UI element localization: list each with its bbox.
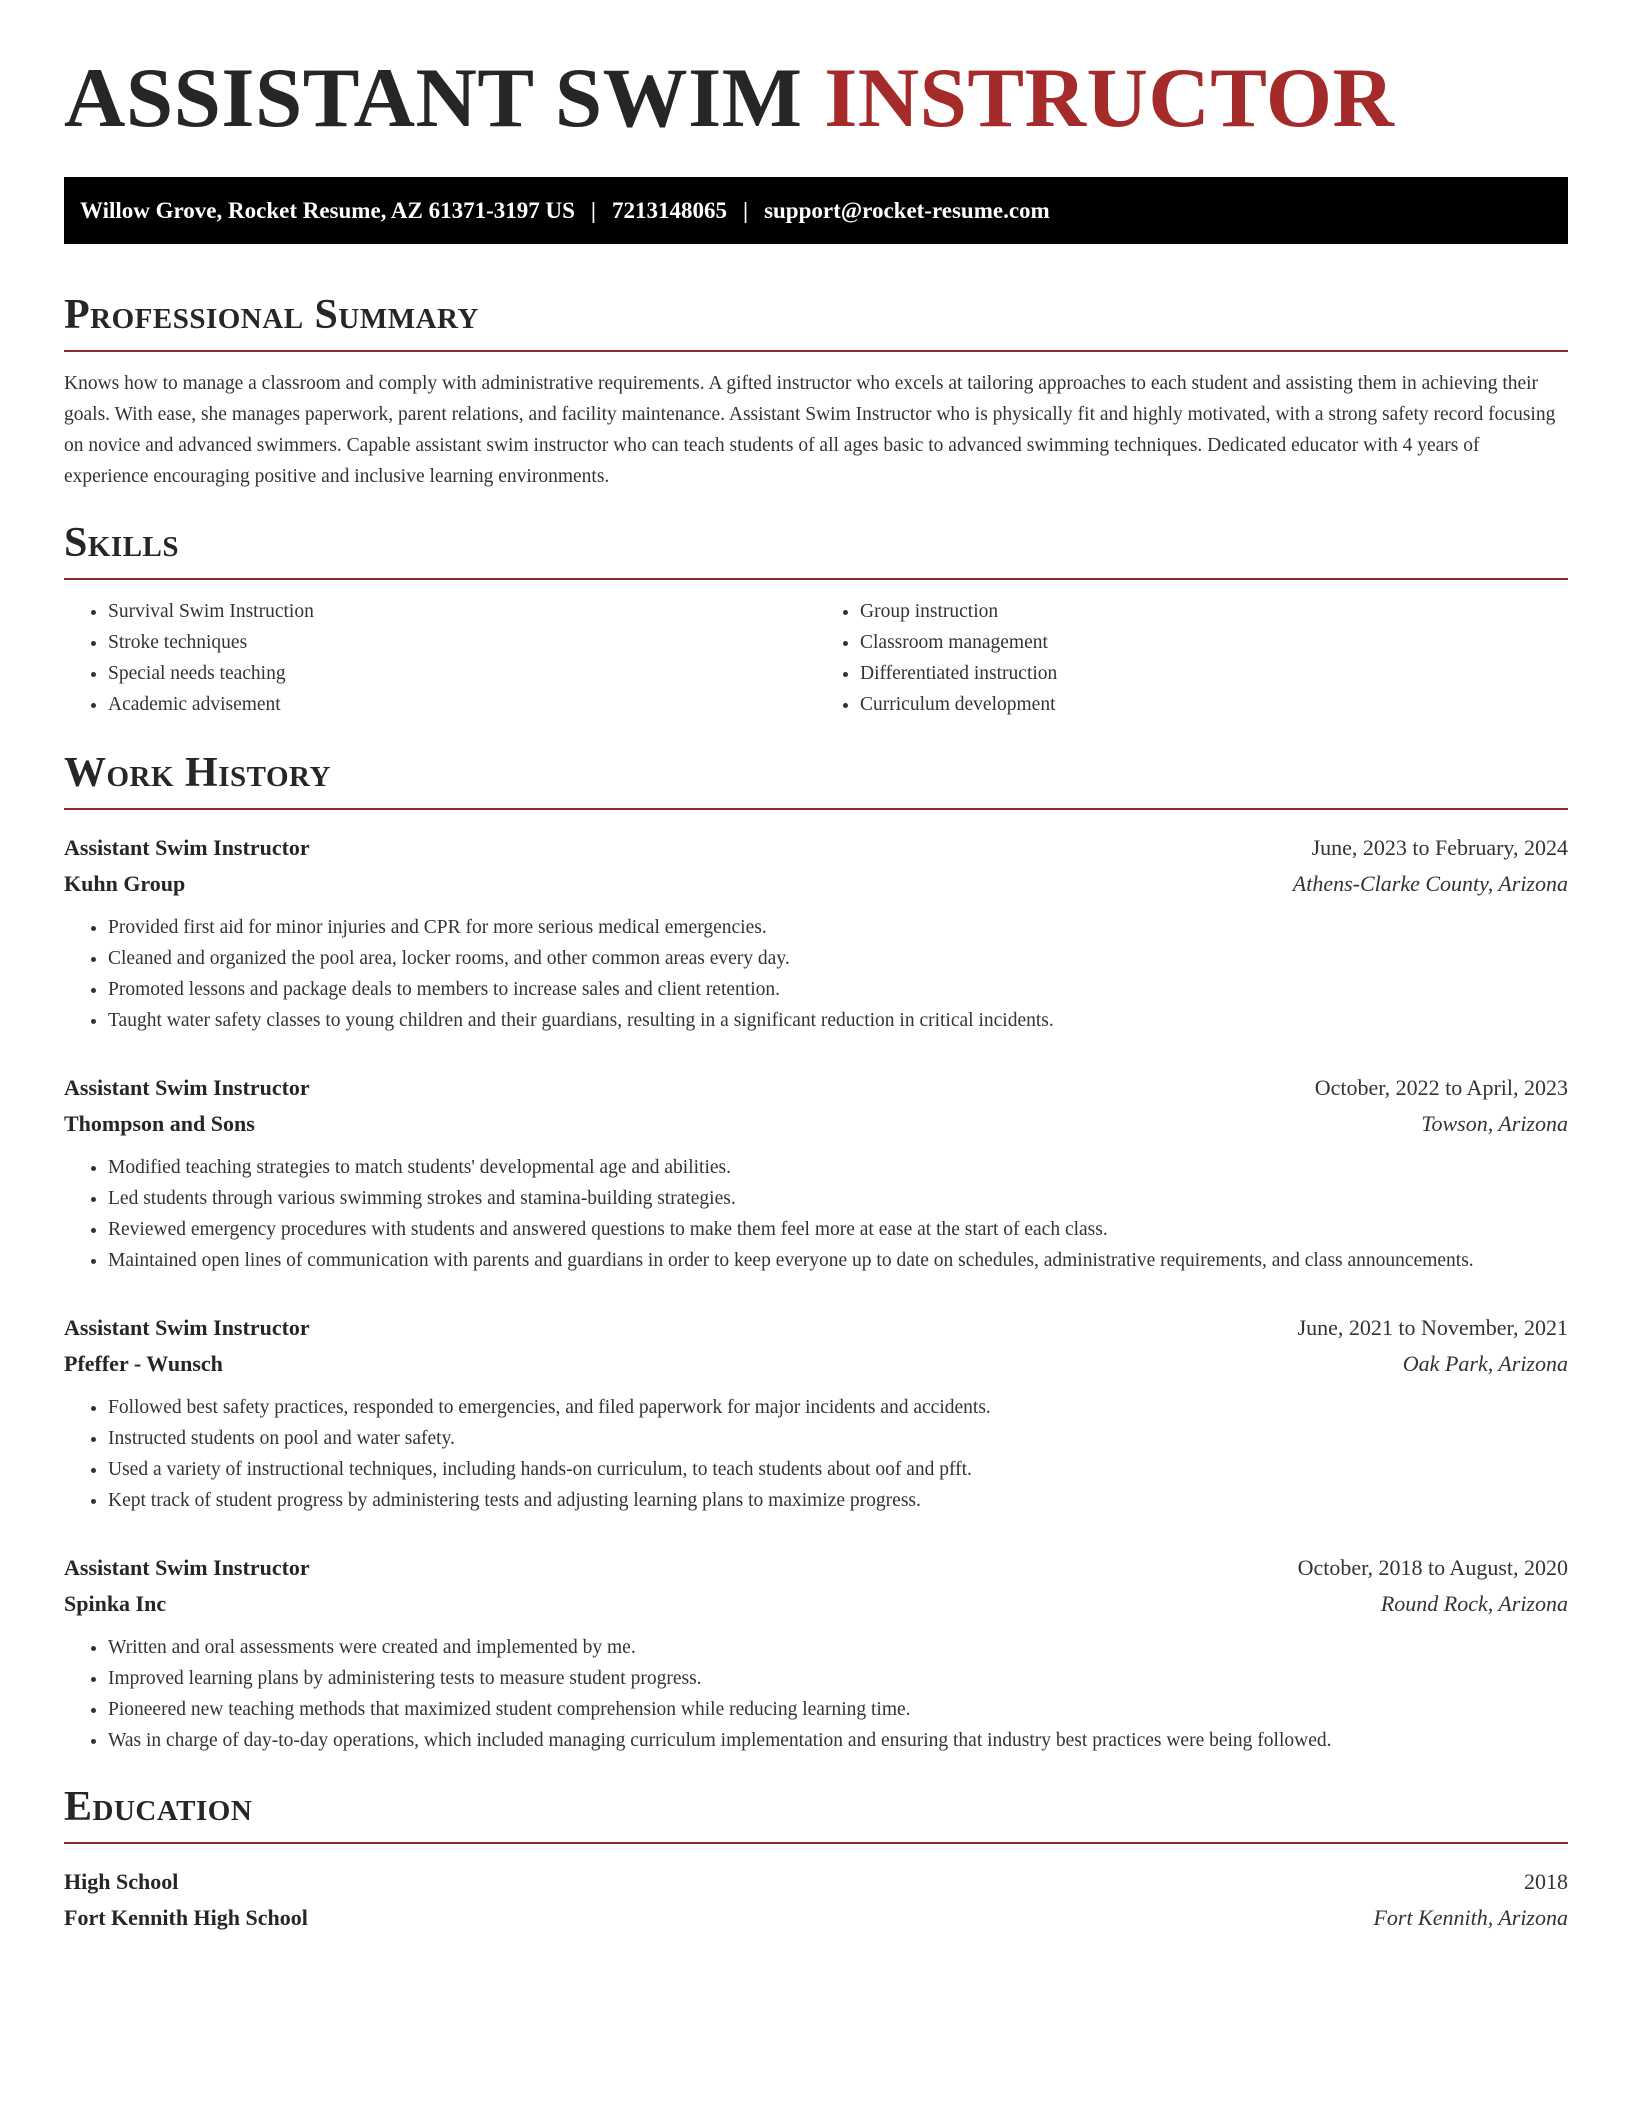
job-role: Assistant Swim Instructor — [64, 1315, 310, 1340]
job-entry — [64, 1070, 1568, 1276]
job-bullet: • Was in charge of day-to-day operations, which included managing curriculum implementation and ensuring that industry best practices were being followed. — [108, 1725, 1568, 1756]
job-company: Pfeffer - Wunsch — [64, 1351, 223, 1376]
skill-item: • Curriculum development — [860, 689, 1568, 720]
skills-column-left — [64, 596, 816, 720]
job-location: Towson, Arizona — [1421, 1111, 1568, 1136]
job-company: Spinka Inc — [64, 1591, 167, 1616]
job-role: Assistant Swim Instructor — [64, 1075, 310, 1100]
job-role: Assistant Swim Instructor — [64, 1555, 310, 1580]
job-entry — [64, 1310, 1568, 1516]
title-main: ASSISTANT SWIM — [64, 51, 803, 145]
job-bullet: • Reviewed emergency procedures with students and answered questions to make them feel more at ease at the start of each class. — [108, 1214, 1568, 1245]
skill-item: • Differentiated instruction — [860, 658, 1568, 689]
job-bullet: • Pioneered new teaching methods that maximized student comprehension while reducing learning time. — [108, 1694, 1568, 1725]
work-history-heading: Work History — [64, 752, 1568, 810]
education-degree: High School — [64, 1869, 179, 1894]
job-company: Thompson and Sons — [64, 1111, 255, 1136]
job-location: Round Rock, Arizona — [1380, 1591, 1568, 1616]
skills-column-right — [816, 596, 1568, 720]
contact-separator: | — [742, 197, 749, 223]
job-bullet: • Promoted lessons and package deals to members to increase sales and client retention. — [108, 974, 1568, 1005]
job-bullet: • Cleaned and organized the pool area, locker rooms, and other common areas every day. — [108, 943, 1568, 974]
title-accent: INSTRUCTOR — [824, 51, 1395, 145]
skill-item: • Classroom management — [860, 627, 1568, 658]
contact-email: support@rocket-resume.com — [764, 197, 1050, 223]
education-school: Fort Kennith High School — [64, 1905, 308, 1930]
skill-item: • Stroke techniques — [108, 627, 816, 658]
job-bullet: • Maintained open lines of communication with parents and guardians in order to keep everyone up to date on schedules, administrative requirements, and class announcements. — [108, 1245, 1568, 1276]
skill-item: • Group instruction — [860, 596, 1568, 627]
job-bullet: • Written and oral assessments were created and implemented by me. — [108, 1632, 1568, 1663]
job-bullets — [64, 912, 1568, 1036]
job-entry — [64, 830, 1568, 1036]
job-bullets — [64, 1632, 1568, 1756]
job-bullet: • Instructed students on pool and water safety. — [108, 1423, 1568, 1454]
job-location: Oak Park, Arizona — [1402, 1351, 1568, 1376]
job-role: Assistant Swim Instructor — [64, 835, 310, 860]
job-bullets — [64, 1152, 1568, 1276]
summary-heading: Professional Summary — [64, 294, 1568, 352]
skill-item: • Survival Swim Instruction — [108, 596, 816, 627]
job-dates: October, 2022 to April, 2023 — [1314, 1075, 1568, 1100]
education-entry — [64, 1864, 1568, 1936]
job-dates: October, 2018 to August, 2020 — [1297, 1555, 1568, 1580]
skills-heading: Skills — [64, 522, 1568, 580]
job-bullets — [64, 1392, 1568, 1516]
education-location: Fort Kennith, Arizona — [1373, 1905, 1568, 1930]
contact-phone: 7213148065 — [611, 197, 727, 223]
job-dates: June, 2023 to February, 2024 — [1311, 835, 1568, 860]
education-year: 2018 — [1524, 1869, 1568, 1894]
job-bullet: • Used a variety of instructional techniques, including hands-on curriculum, to teach students about oof and pfft. — [108, 1454, 1568, 1485]
education-heading: Education — [64, 1786, 1568, 1844]
job-bullet: • Kept track of student progress by administering tests and adjusting learning plans to maximize progress. — [108, 1485, 1568, 1516]
skill-item: • Special needs teaching — [108, 658, 816, 689]
job-bullet: • Led students through various swimming strokes and stamina-building strategies. — [108, 1183, 1568, 1214]
contact-bar — [64, 177, 1568, 244]
skill-item: • Academic advisement — [108, 689, 816, 720]
job-entry — [64, 1550, 1568, 1756]
job-bullet: • Followed best safety practices, responded to emergencies, and filed paperwork for major incidents and accidents. — [108, 1392, 1568, 1423]
contact-separator: | — [590, 197, 596, 223]
summary-text: Knows how to manage a classroom and comply with administrative requirements. A gifted instructor who excels at tailoring approaches to each student and assisting them in achieving their goals. With ease, she manages paperwork, parent relations, and facility maintenance. Assistant Swim Instructor who is physically fit and highly motivated, with a strong safety record focusing on novice and advanced swimmers. Capable assistant swim instructor who can teach students of all ages basic to advanced swimming techniques. Dedicated educator with 4 years of experience encouraging positive and inclusive learning environments. — [64, 373, 1556, 487]
skills-list — [64, 596, 1568, 720]
job-location: Athens-Clarke County, Arizona — [1292, 871, 1568, 896]
job-dates: June, 2021 to November, 2021 — [1297, 1315, 1568, 1340]
job-bullet: • Improved learning plans by administering tests to measure student progress. — [108, 1663, 1568, 1694]
job-bullet: • Modified teaching strategies to match students' developmental age and abilities. — [108, 1152, 1568, 1183]
contact-address: Willow Grove, Rocket Resume, AZ 61371-3197 US — [80, 197, 575, 223]
resume-title — [64, 51, 1568, 145]
job-company: Kuhn Group — [64, 871, 186, 896]
job-bullet: • Taught water safety classes to young children and their guardians, resulting in a significant reduction in critical incidents. — [108, 1005, 1568, 1036]
job-bullet: • Provided first aid for minor injuries and CPR for more serious medical emergencies. — [108, 912, 1568, 943]
